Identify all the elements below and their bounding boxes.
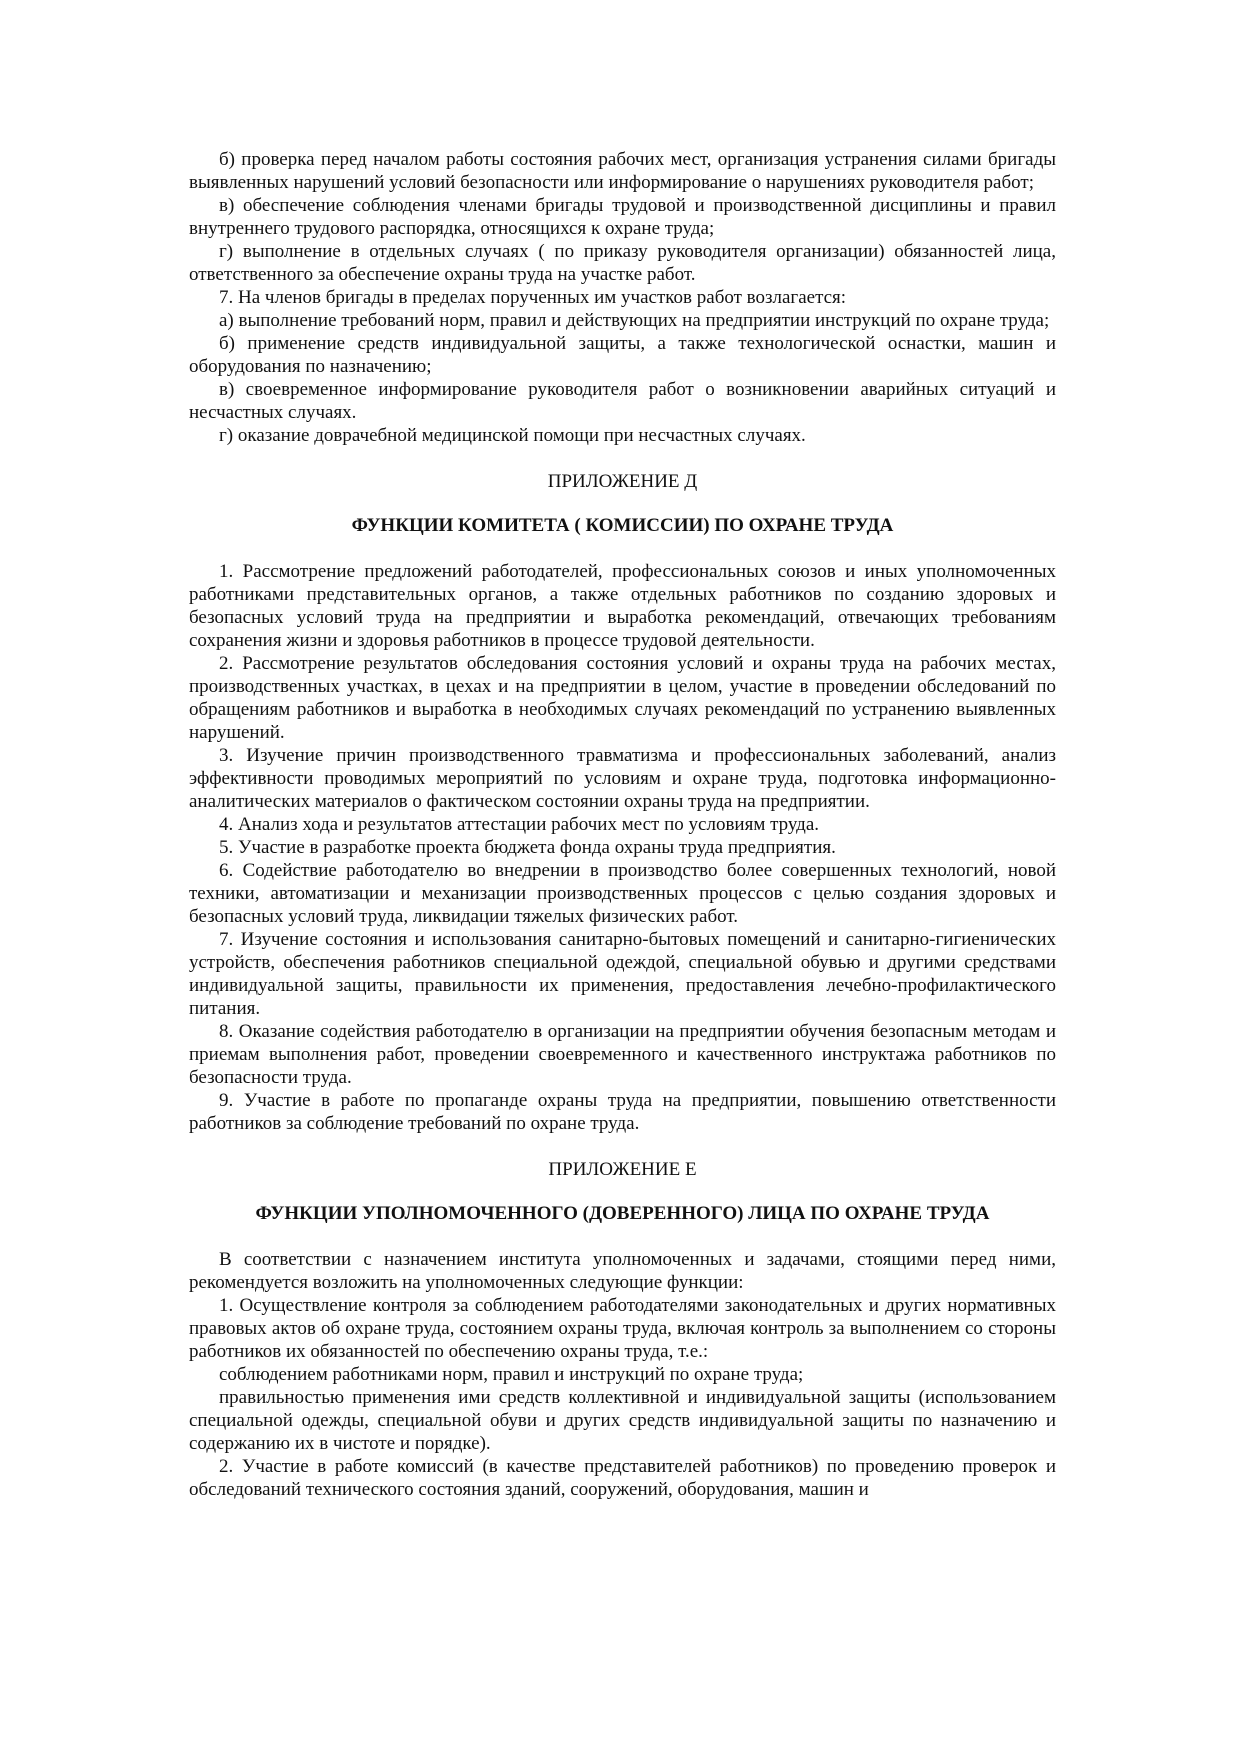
paragraph: правильностью применения ими средств коллективной и индивидуальной защиты (использованием специальной одежды, специальной обуви и других средств индивидуальной защиты по назначению и содержанию их в чистоте и порядке).	[189, 1387, 1056, 1454]
paragraph: 1. Осуществление контроля за соблюдением работодателями законодательных и других нормативных правовых актов об охране труда, состоянием охраны труда, включая контроль за выполнением со стороны работников их обязанностей по обеспечению охраны труда, т.е.:	[189, 1295, 1056, 1362]
paragraph: 4. Анализ хода и результатов аттестации рабочих мест по условиям труда.	[219, 814, 820, 835]
paragraph: 8. Оказание содействия работодателю в организации на предприятии обучения безопасным методам и приемам выполнения работ, проведении своевременного и качественного инструктажа работников по безопасности труда.	[189, 1021, 1056, 1088]
section-title: ФУНКЦИИ УПОЛНОМОЧЕННОГО (ДОВЕРЕННОГО) ЛИЦА ПО ОХРАНЕ ТРУДА	[255, 1203, 990, 1224]
paragraph: в) своевременное информирование руководителя работ о возникновении аварийных ситуаций и несчастных случаях.	[189, 379, 1056, 423]
paragraph: 7. На членов бригады в пределах порученных им участков работ возлагается:	[219, 287, 847, 308]
paragraph: 9. Участие в работе по пропаганде охраны труда на предприятии, повышению ответственности работников за соблюдение требований по охране труда.	[189, 1090, 1056, 1134]
paragraph: соблюдением работниками норм, правил и инструкций по охране труда;	[219, 1364, 804, 1385]
appendix-label: ПРИЛОЖЕНИЕ Е	[548, 1159, 697, 1180]
paragraph: б) применение средств индивидуальной защиты, а также технологической оснастки, машин и оборудования по назначению;	[189, 333, 1056, 377]
appendix-e	[189, 1158, 1056, 1501]
paragraph: В соответствии с назначением института уполномоченных и задачами, стоящими перед ними, рекомендуется возложить на уполномоченных следующие функции:	[189, 1249, 1056, 1293]
document-page	[189, 148, 1056, 1501]
paragraph: 5. Участие в разработке проекта бюджета фонда охраны труда предприятия.	[219, 837, 836, 858]
paragraph: 6. Содействие работодателю во внедрении в производство более совершенных технологий, новой техники, автоматизации и механизации производственных процессов с целью создания здоровых и безопасных условий труда, ликвидации тяжелых физических работ.	[189, 860, 1056, 927]
appendix-label: ПРИЛОЖЕНИЕ Д	[547, 471, 698, 492]
appendix-d	[189, 470, 1056, 1135]
section-top	[189, 148, 1056, 447]
paragraph: а) выполнение требований норм, правил и действующих на предприятии инструкций по охране труда;	[219, 310, 1050, 331]
section-title: ФУНКЦИИ КОМИТЕТА ( КОМИССИИ) ПО ОХРАНЕ ТРУДА	[351, 515, 894, 536]
paragraph: 2. Рассмотрение результатов обследования состояния условий и охраны труда на рабочих местах, производственных участках, в цехах и на предприятии в целом, участие в проведении обследований по обращениям работников и выработка в необходимых случаях рекомендаций по устранению выявленных нарушений.	[189, 653, 1056, 743]
paragraph: г) выполнение в отдельных случаях ( по приказу руководителя организации) обязанностей лица, ответственного за обеспечение охраны труда на участке работ.	[189, 241, 1056, 285]
paragraph: 7. Изучение состояния и использования санитарно-бытовых помещений и санитарно-гигиенических устройств, обеспечения работников специальной одеждой, специальной обувью и другими средствами индивидуальной защиты, правильности их применения, предоставления лечебно-профилактического питания.	[189, 929, 1056, 1019]
paragraph: 2. Участие в работе комиссий (в качестве представителей работников) по проведению проверок и обследований технического состояния зданий, сооружений, оборудования, машин и	[189, 1456, 1056, 1500]
paragraph: 1. Рассмотрение предложений работодателей, профессиональных союзов и иных уполномоченных работниками представительных органов, а также отдельных работников по созданию здоровых и безопасных условий труда на предприятии и выработка рекомендаций, отвечающих требованиям сохранения жизни и здоровья работников в процессе трудовой деятельности.	[189, 561, 1056, 651]
paragraph: в) обеспечение соблюдения членами бригады трудовой и производственной дисциплины и правил внутреннего трудового распорядка, относящихся к охране труда;	[189, 195, 1056, 239]
paragraph: г) оказание доврачебной медицинской помощи при несчастных случаях.	[219, 425, 806, 446]
paragraph: 3. Изучение причин производственного травматизма и профессиональных заболеваний, анализ эффективности проводимых мероприятий по условиям и охране труда, подготовка информационно-аналитических материалов о фактическом состоянии охраны труда на предприятии.	[189, 745, 1056, 812]
paragraph: б) проверка перед началом работы состояния рабочих мест, организация устранения силами бригады выявленных нарушений условий безопасности или информирование о нарушениях руководителя работ;	[189, 149, 1056, 193]
